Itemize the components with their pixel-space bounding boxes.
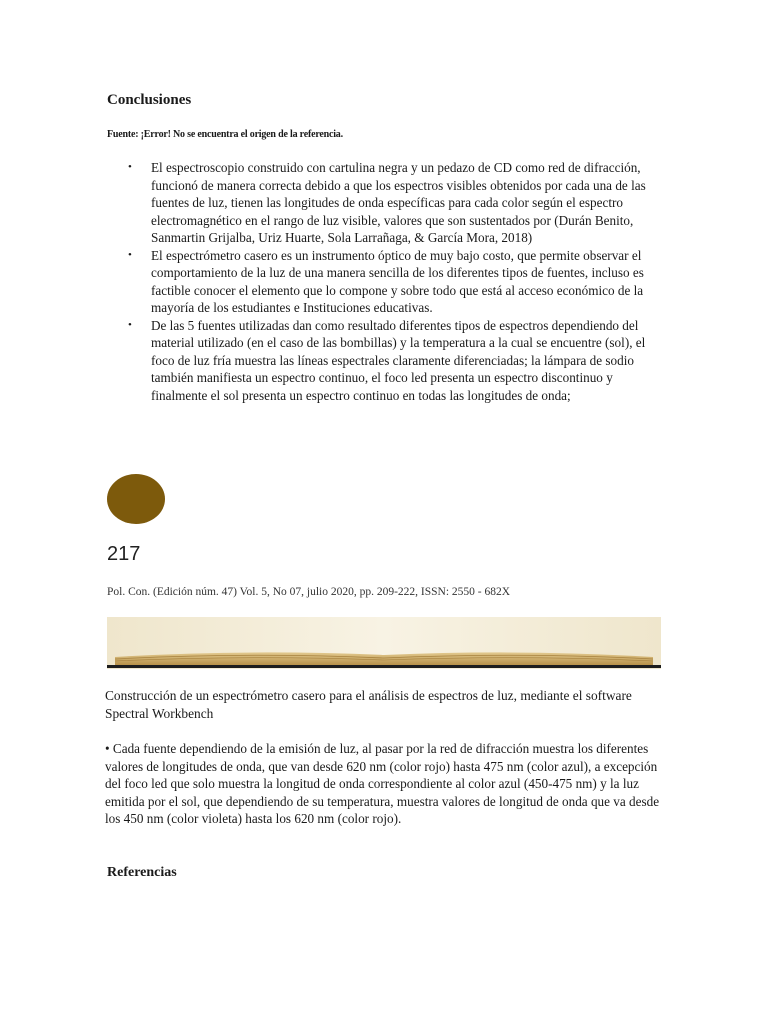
list-item	[128, 247, 662, 317]
bullet-icon: •	[128, 318, 132, 331]
source-line: Fuente: ¡Error! No se encuentra el origen de la referencia.	[107, 129, 343, 140]
references-heading: Referencias	[107, 865, 177, 880]
bullet-icon: •	[128, 248, 132, 261]
bullet-icon: •	[128, 161, 132, 173]
body-paragraph: • Cada fuente dependiendo de la emisión de luz, al pasar por la red de difracción muestra los diferentes valores de longitudes de onda, que van desde 620 nm (color rojo) hasta 475 nm (color azul), a excepción del foco led que solo muestra la longitud de onda correspondiente al color azul (450-475 nm) y la luz emitida por el sol, que dependiendo de su temperatura, muestra valores de longitud de onda que va desde los 450 nm (color violeta) hasta los 620 nm (color rojo).	[105, 741, 660, 826]
conclusions-heading: Conclusiones	[107, 92, 192, 108]
article-title: Construcción de un espectrómetro casero para el análisis de espectros de luz, mediante el software Spectral Workbench	[105, 688, 632, 721]
open-book-banner	[107, 617, 661, 669]
list-item	[128, 159, 662, 247]
list-item	[128, 317, 662, 405]
journal-citation: Pol. Con. (Edición núm. 47) Vol. 5, No 07, julio 2020, pp. 209-222, ISSN: 2550 - 682X	[107, 586, 511, 598]
page-number: 217	[107, 543, 141, 565]
conclusions-list	[128, 159, 662, 404]
list-item-text: El espectroscopio construido con cartulina negra y un pedazo de CD como red de difracción, funcionó de manera correcta debido a que los espectros visibles obtenidos por cada una de las fuentes de luz, tienen las longitudes de onda específicas para cada color según el espectro electromagnético en el rango de luz visible, valores que son sustentados por (Durán Benito, Sanmartin Grijalba, Uriz Huarte, Sola Larrañaga, & García Mora, 2018)	[151, 160, 646, 245]
list-item-text: De las 5 fuentes utilizadas dan como resultado diferentes tipos de espectros dependiendo del material utilizado (en el caso de las bombillas) y la temperatura a la cual se encuentre (sol), el foco de luz fría muestra las líneas espectrales claramente diferenciadas; la lámpara de sodio también manifiesta un espectro continuo, el foco led presenta un espectro discontinuo y finalmente el sol presenta un espectro continuo en todas las longitudes de onda;	[151, 317, 646, 403]
journal-logo-icon	[107, 474, 165, 524]
list-item-text: El espectrómetro casero es un instrumento óptico de muy bajo costo, que permite observar el comportamiento de la luz de una manera sencilla de los diferentes tipos de fuentes, incluso es factible conocer el elemento que lo compone y sobre todo que está al acceso económico de la mayoría de los estudiantes e Instituciones educativas.	[151, 247, 644, 315]
